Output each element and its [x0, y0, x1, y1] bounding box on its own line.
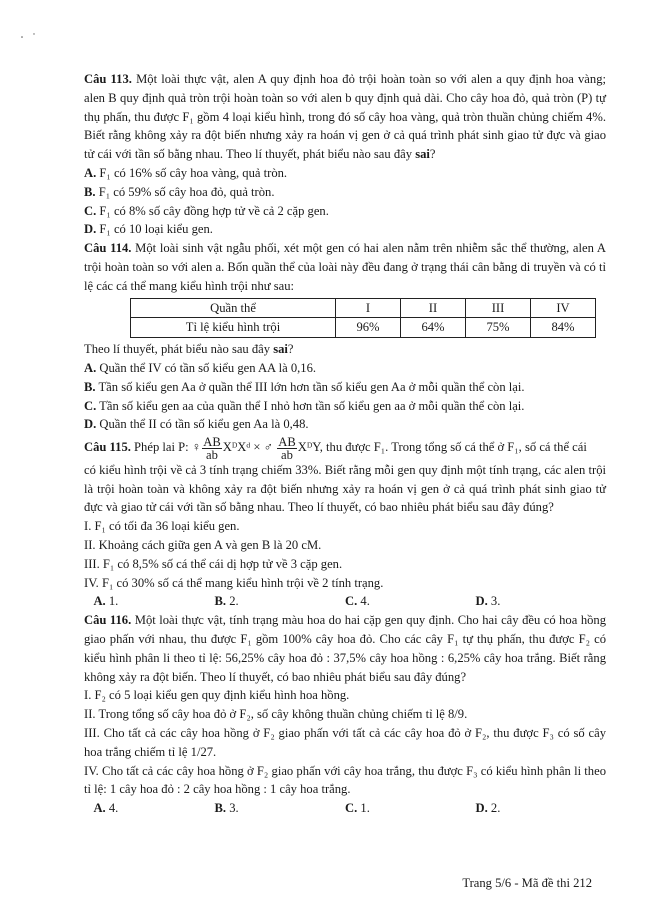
answer-key: B. — [214, 801, 227, 816]
genotype-fraction — [202, 436, 222, 461]
answer-choice — [345, 592, 476, 611]
option — [84, 220, 606, 239]
option-key: D. — [84, 222, 97, 237]
answer-choice — [476, 592, 607, 611]
option — [84, 415, 606, 434]
option — [84, 164, 606, 183]
question-number: Câu 114. — [84, 241, 132, 256]
statement: III. F₁ có 8,5% số cá thể cái dị hợp tử về 3 cặp gen. — [84, 556, 343, 571]
table-row — [131, 298, 596, 318]
answer-text: 4. — [360, 594, 370, 609]
answer-choice — [84, 592, 215, 611]
option-text: F₁ có 16% số cây hoa vàng, quả tròn. — [99, 165, 288, 180]
statement: IV. Cho tất cả các cây hoa hồng ở F₂ giao phấn với cây hoa trắng, thu được F₃ có kiểu hình phân li theo tỉ lệ: 1 cây hoa đỏ : 2 cây hoa hồng : 1 cây hoa trắng. — [84, 763, 606, 797]
option — [84, 202, 606, 221]
answer-key: C. — [345, 801, 358, 816]
statement: II. Trong tổng số cây hoa đỏ ở F₂, số cây không thuần chủng chiếm tỉ lệ 8/9. — [84, 707, 468, 722]
option-key: C. — [84, 398, 97, 413]
answer-key: B. — [214, 594, 227, 609]
question-number: Câu 115. — [84, 440, 131, 455]
option-text: Tần số kiểu gen aa của quần thể I nhỏ hơn tần số kiểu gen aa ở mỗi quần thể còn lại. — [99, 398, 525, 413]
question-end: ? — [429, 147, 436, 162]
exam-page — [84, 70, 606, 818]
option-text: F₁ có 59% số cây hoa đỏ, quả tròn. — [98, 184, 275, 199]
question-end: ? — [287, 342, 294, 357]
cross-prefix: Phép lai P: ♀ — [134, 440, 202, 455]
table-cell: II — [401, 298, 466, 318]
statement: III. Cho tất cả các cây hoa hồng ở F₂ giao phấn với tất cả các cây hoa đỏ ở F₂, thu được F₃ có số cây hoa trắng chiếm tỉ lệ 1/27. — [84, 725, 606, 759]
emphasis: sai — [415, 147, 430, 162]
question-body: có kiểu hình trội về cả 3 tính trạng chiếm 33%. Biết rằng mỗi gen quy định một tính trạng, các alen trội là trội hoàn toàn và không xảy ra đột biến nhưng xảy ra hoán vị gen ở cả quá trình phát sinh giao tử đực và giao tử cái với tần số bằng nhau. Theo lí thuyết, có bao nhiêu phát biểu sau đây đúng? — [84, 462, 606, 515]
option-key: A. — [84, 360, 97, 375]
answer-row — [84, 799, 606, 818]
question-number: Câu 116. — [84, 613, 132, 628]
answer-key: D. — [475, 594, 488, 609]
answer-key: D. — [475, 801, 488, 816]
option — [84, 378, 606, 397]
statement: I. F₂ có 5 loại kiểu gen quy định kiểu hình hoa hồng. — [84, 688, 350, 703]
question-115 — [84, 434, 606, 461]
prompt-text: Theo lí thuyết, phát biểu nào sau đây — [84, 342, 271, 357]
table-cell: III — [466, 298, 531, 318]
table-cell: 64% — [401, 318, 466, 338]
statement: II. Khoảng cách giữa gen A và gen B là 20 cM. — [84, 537, 322, 552]
genotype-fraction — [277, 436, 297, 461]
fraction-top: AB — [278, 434, 296, 449]
answer-key: A. — [93, 594, 106, 609]
population-table — [130, 298, 596, 339]
question-113 — [84, 70, 606, 164]
option — [84, 359, 606, 378]
fraction-top: AB — [203, 434, 221, 449]
option-text: Tần số kiểu gen Aa ở quần thể III lớn hơn tần số kiểu gen Aa ở mỗi quần thể còn lại. — [98, 379, 525, 394]
option-key: A. — [84, 165, 97, 180]
answer-choice — [215, 799, 346, 818]
answer-key: A. — [93, 801, 106, 816]
option-key: D. — [84, 417, 97, 432]
option-text: F₁ có 10 loại kiểu gen. — [99, 222, 213, 237]
table-cell: IV — [531, 298, 596, 318]
answer-text: 2. — [229, 594, 239, 609]
table-cell: 84% — [531, 318, 596, 338]
answer-choice — [345, 799, 476, 818]
question-number: Câu 113. — [84, 72, 132, 86]
option-text: F₁ có 8% số cây đồng hợp tử về cả 2 cặp gen. — [99, 203, 329, 218]
table-cell: I — [336, 298, 401, 318]
question-116 — [84, 611, 606, 686]
table-cell: Tỉ lệ kiểu hình trội — [131, 318, 336, 338]
option-text: Quần thể IV có tần số kiểu gen AA là 0,16. — [99, 360, 317, 375]
option-text: Quần thể II có tần số kiểu gen Aa là 0,48. — [99, 417, 309, 432]
answer-text: 4. — [108, 801, 119, 816]
question-prompt — [84, 340, 606, 359]
question-body: Một loài thực vật, tính trạng màu hoa do hai cặp gen quy định. Cho hai cây đều có hoa hồng giao phấn với nhau, thu được F₁ gồm 100% cây hoa đỏ. Cho các cây F₁ tự thụ phấn, thu được F₂ có kiểu hình phân li theo tỉ lệ: 56,25% cây hoa đỏ : 37,5% cây hoa hồng : 6,25% cây hoa trắng. Biết rằng không xảy ra đột biến. Theo lí thuyết, có bao nhiêu phát biểu sau đây đúng? — [84, 613, 607, 684]
table-cell: 96% — [336, 318, 401, 338]
statement: IV. F₁ có 30% số cá thể mang kiểu hình trội về 2 tính trạng. — [84, 575, 384, 590]
table-row — [131, 318, 596, 338]
answer-row — [84, 592, 606, 611]
answer-choice — [476, 799, 607, 818]
option — [84, 397, 606, 416]
answer-text: 3. — [490, 594, 501, 609]
table-cell: Quần thể — [131, 298, 336, 318]
scan-specks — [20, 30, 24, 32]
answer-key: C. — [345, 594, 358, 609]
table-cell: 75% — [466, 318, 531, 338]
answer-text: 3. — [229, 801, 239, 816]
answer-choice — [84, 799, 215, 818]
option — [84, 183, 606, 202]
option-key: B. — [84, 184, 96, 199]
question-body: Một loài thực vật, alen A quy định hoa đỏ trội hoàn toàn so với alen a quy định hoa vàng; alen B quy định quả tròn trội hoàn toàn so với alen b quy định quả dài. Cho cây hoa đỏ, quả tròn (P) tự thụ phấn, thu được F₁ gồm 4 loại kiểu hình, trong đó số cây hoa vàng, quả tròn thuần chủng chiếm 4%. Biết rằng không xảy ra đột biến nhưng xảy ra hoán vị gen ở cả quá trình phát sinh giao tử đực và giao tử cái với tần số bằng nhau. Theo lí thuyết, phát biểu nào sau đây — [84, 72, 606, 162]
option-key: B. — [84, 379, 96, 394]
cross-female: XᴰXᵈ × ♂ — [222, 440, 274, 455]
answer-text: 1. — [360, 801, 370, 816]
cross-male: XᴰY, thu được F₁. Trong tổng số cá thể ở F₁, số cá thể cái — [297, 440, 587, 455]
option-key: C. — [84, 203, 97, 218]
answer-choice — [215, 592, 346, 611]
answer-text: 2. — [490, 801, 501, 816]
question-body: Một loài sinh vật ngẫu phối, xét một gen có hai alen nằm trên nhiễm sắc thể thường, alen A trội hoàn toàn so với alen a. Bốn quần thể của loài này đều đang ở trạng thái cân bằng di truyền và có tỉ lệ các cá thể mang kiểu hình trội như sau: — [84, 241, 606, 293]
statement: I. F₁ có tối đa 36 loại kiểu gen. — [84, 519, 240, 534]
question-114 — [84, 239, 606, 295]
fraction-bottom: ab — [281, 447, 293, 462]
page-footer: Trang 5/6 - Mã đề thi 212 — [462, 876, 592, 890]
emphasis: sai — [273, 342, 288, 357]
answer-text: 1. — [108, 594, 119, 609]
fraction-bottom: ab — [206, 447, 218, 462]
